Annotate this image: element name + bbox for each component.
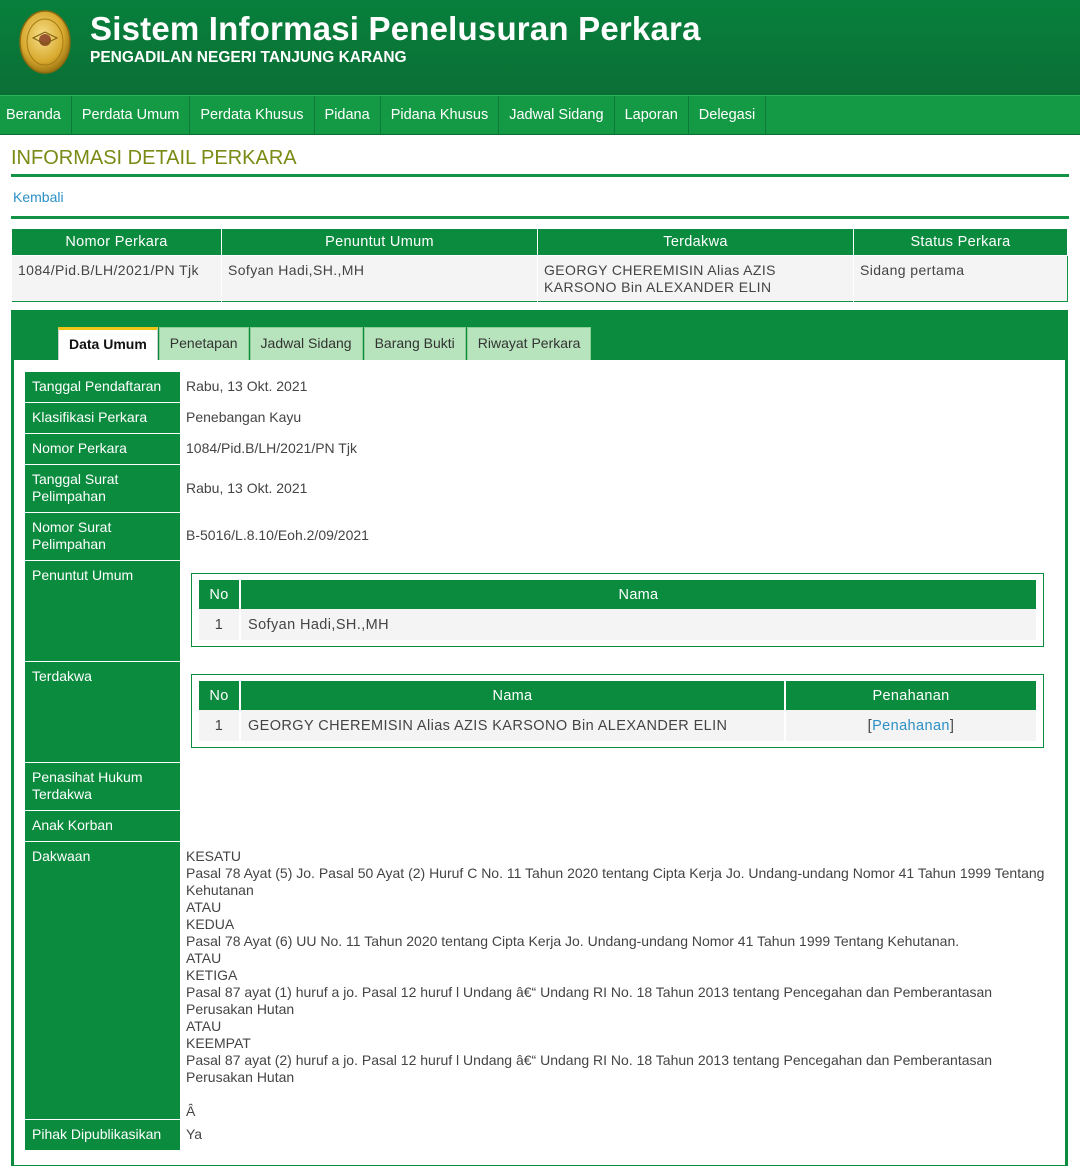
summary-header-penuntut: Penuntut Umum — [222, 229, 538, 256]
nav-pidana-khusus[interactable]: Pidana Khusus — [381, 96, 500, 134]
label-nomor-perkara: Nomor Perkara — [25, 434, 180, 464]
label-anak-korban: Anak Korban — [25, 811, 180, 841]
terdakwa-header-no: No — [199, 681, 240, 710]
penahanan-cell: [Penahanan] — [785, 710, 1036, 741]
tab-riwayat-perkara[interactable]: Riwayat Perkara — [467, 327, 592, 360]
tab-data-umum[interactable]: Data Umum — [58, 327, 158, 360]
page-title: INFORMASI DETAIL PERKARA — [11, 147, 1069, 177]
label-klasifikasi: Klasifikasi Perkara — [25, 403, 180, 433]
label-nomor-surat: Nomor Surat Pelimpahan — [25, 513, 180, 560]
penahanan-link[interactable]: Penahanan — [872, 717, 950, 734]
tab-penetapan[interactable]: Penetapan — [159, 327, 249, 360]
detail-panel — [11, 310, 1068, 1166]
tab-bar — [58, 327, 592, 360]
summary-header-status: Status Perkara — [854, 229, 1068, 256]
value-klasifikasi: Penebangan Kayu — [186, 409, 302, 425]
site-header — [0, 0, 1080, 95]
nav-delegasi[interactable]: Delegasi — [689, 96, 766, 134]
value-nomor-surat: B-5016/L.8.10/Eoh.2/09/2021 — [186, 527, 369, 543]
court-emblem-icon — [19, 10, 71, 74]
back-link[interactable]: Kembali — [13, 189, 64, 205]
site-title: Sistem Informasi Penelusuran Perkara — [90, 10, 701, 47]
label-tanggal-pendaftaran: Tanggal Pendaftaran — [25, 372, 180, 402]
summary-nomor: 1084/Pid.B/LH/2021/PN Tjk — [12, 256, 222, 302]
terdakwa-nama: GEORGY CHEREMISIN Alias AZIS KARSONO Bin ALEXANDER ELIN — [240, 710, 785, 741]
nav-perdata-umum[interactable]: Perdata Umum — [72, 96, 191, 134]
main-navbar — [0, 95, 1080, 135]
value-pihak-dipublikasikan: Ya — [186, 1126, 203, 1142]
penuntut-header-no: No — [199, 580, 240, 609]
table-row — [199, 710, 1036, 741]
value-tanggal-pendaftaran: Rabu, 13 Okt. 2021 — [186, 378, 308, 394]
terdakwa-no: 1 — [199, 710, 240, 741]
label-tanggal-surat: Tanggal Surat Pelimpahan — [25, 465, 180, 512]
terdakwa-table-box — [191, 674, 1044, 748]
summary-status: Sidang pertama — [854, 256, 1068, 302]
nav-beranda[interactable]: Beranda — [0, 96, 72, 134]
value-dakwaan: KESATU Pasal 78 Ayat (5) Jo. Pasal 50 Ayat (2) Huruf C No. 11 Tahun 2020 tentang Cipta Kerja Jo. Undang-undang Nomor 41 Tahun 1999 Tentang Kehutanan ATAU KEDUA Pasal 78 Ayat (6) UU No. 11 Tahun 2020 tentang Cipta Kerja Jo. Undang-undang Nomor 41 Tahun 1999 Tentang Kehutanan. ATAU KETIGA Pasal 87 ayat (1) huruf a jo. Pasal 12 huruf l Undang â€“ Undang RI No. 18 Tahun 2013 tentang Pencegahan dan Pemberantasan Perusakan Hutan ATAU KEEMPAT Pasal 87 ayat (2) huruf a jo. Pasal 12 huruf l Undang â€“ Undang RI No. 18 Tahun 2013 tentang Pencegahan dan Pemberantasan Perusakan Hutan Â — [186, 848, 1045, 1119]
penuntut-table-box — [191, 573, 1044, 647]
penuntut-nama: Sofyan Hadi,SH.,MH — [240, 609, 1036, 640]
value-nomor-perkara: 1084/Pid.B/LH/2021/PN Tjk — [186, 440, 357, 456]
label-dakwaan: Dakwaan — [25, 842, 180, 1119]
penuntut-table — [199, 580, 1036, 640]
divider — [11, 216, 1069, 219]
penuntut-no: 1 — [199, 609, 240, 640]
summary-penuntut: Sofyan Hadi,SH.,MH — [222, 256, 538, 302]
tab-barang-bukti[interactable]: Barang Bukti — [364, 327, 466, 360]
label-penuntut-umum: Penuntut Umum — [25, 561, 180, 661]
terdakwa-header-penahanan: Penahanan — [785, 681, 1036, 710]
summary-header-nomor: Nomor Perkara — [12, 229, 222, 256]
terdakwa-header-nama: Nama — [240, 681, 785, 710]
penuntut-header-nama: Nama — [240, 580, 1036, 609]
label-penasihat-hukum: Penasihat Hukum Terdakwa — [25, 763, 180, 810]
site-subtitle: PENGADILAN NEGERI TANJUNG KARANG — [90, 49, 407, 66]
terdakwa-table — [199, 681, 1036, 741]
table-row — [12, 256, 1068, 302]
label-pihak-dipublikasikan: Pihak Dipublikasikan — [25, 1120, 180, 1150]
summary-terdakwa: GEORGY CHEREMISIN Alias AZIS KARSONO Bin ALEXANDER ELIN — [538, 256, 854, 302]
case-summary-table — [11, 228, 1068, 302]
nav-pidana[interactable]: Pidana — [315, 96, 381, 134]
summary-header-terdakwa: Terdakwa — [538, 229, 854, 256]
label-terdakwa: Terdakwa — [25, 662, 180, 762]
data-umum-content — [14, 360, 1065, 1165]
tab-jadwal-sidang[interactable]: Jadwal Sidang — [250, 327, 363, 360]
table-row — [199, 609, 1036, 640]
nav-jadwal-sidang[interactable]: Jadwal Sidang — [499, 96, 614, 134]
nav-laporan[interactable]: Laporan — [615, 96, 689, 134]
nav-perdata-khusus[interactable]: Perdata Khusus — [190, 96, 314, 134]
value-tanggal-surat: Rabu, 13 Okt. 2021 — [186, 480, 308, 496]
